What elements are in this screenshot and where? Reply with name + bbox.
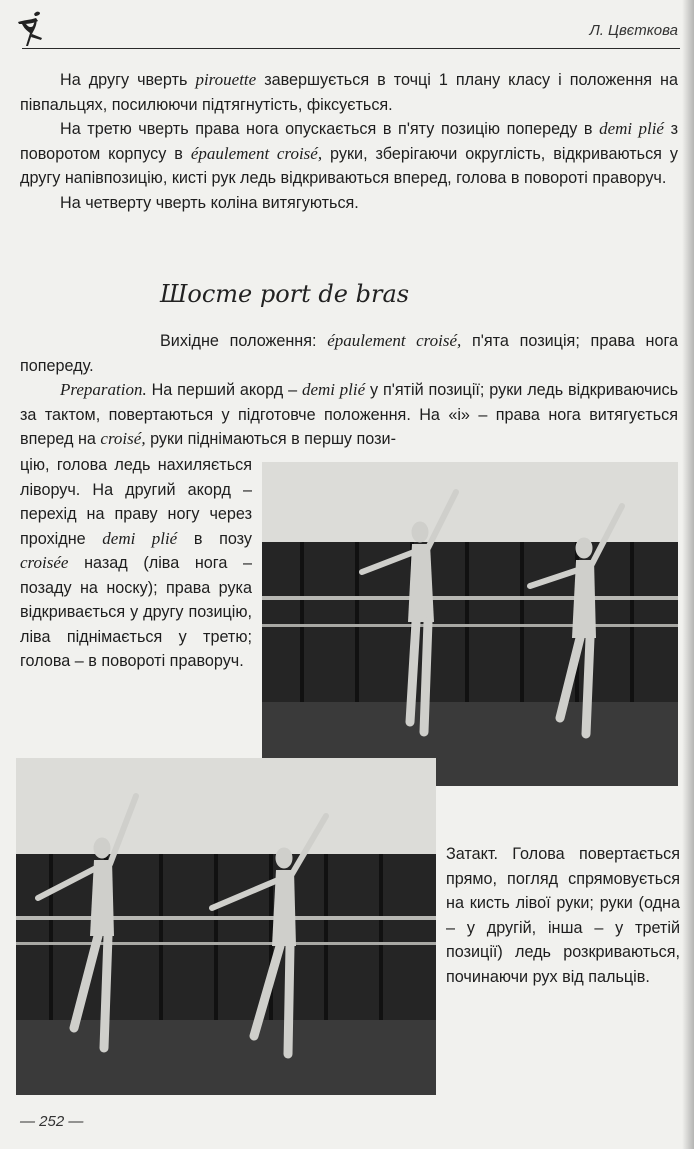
- paragraph: На другу чверть pirouette завершується в точці 1 плану класу і положення на півпальцях, посилюючи підтягнутість, фіксується.: [20, 70, 678, 114]
- running-head-author: Л. Цвєткова: [589, 22, 678, 39]
- section-heading: Шосте port de bras: [160, 280, 410, 308]
- caption-right: Затакт. Голова повертається прямо, погляд спрямовується на кисть лівої руки; руки (одна – у другій, інша – у третій позиції) ледь розкриваються, починаючи рух від пальців.: [446, 845, 680, 986]
- page-header: [0, 0, 694, 54]
- paragraph: Preparation. На перший акорд – demi plié у п'ятій позиції; руки ледь відкриваючись за тактом, повертаються у підготовче положення. На «і» – права нога витягується вперед на croisé, руки піднімаються в першу пози-: [20, 380, 679, 448]
- header-rule: [22, 48, 680, 49]
- paragraph: На третю чверть права нога опускається в п'яту позицію попереду в demi plié з поворотом корпусу в épaulement croisé, руки, зберігаючи округлість, відкриваються у другу напівпозицію, кисті рук ледь відкриваються вперед, голова в повороті праворуч.: [20, 119, 678, 187]
- section-text: [20, 329, 678, 452]
- photo-dancers-arms-raised: [16, 758, 436, 1095]
- photo-dancers-croisee-pose: [262, 462, 678, 786]
- page-edge-shadow: [682, 0, 694, 1149]
- paragraph: Вихідне положення: épaulement croisé, п'ята позиція; права нога попереду.: [20, 331, 678, 375]
- paragraph: На четверту чверть коліна витягуються.: [60, 193, 359, 212]
- intro-text: [20, 68, 678, 215]
- ballerina-silhouette-icon: [14, 8, 48, 48]
- caption-left: цію, голова ледь нахиляється ліворуч. На другий акорд – перехід на праву ногу через прохідне demi plié в позу croisée назад (ліва нога – позаду на носку); права рука відкривається у другу позицію, ліва піднімається у третю; голова – в повороті праворуч.: [20, 456, 252, 670]
- page-number: — 252 —: [20, 1113, 84, 1130]
